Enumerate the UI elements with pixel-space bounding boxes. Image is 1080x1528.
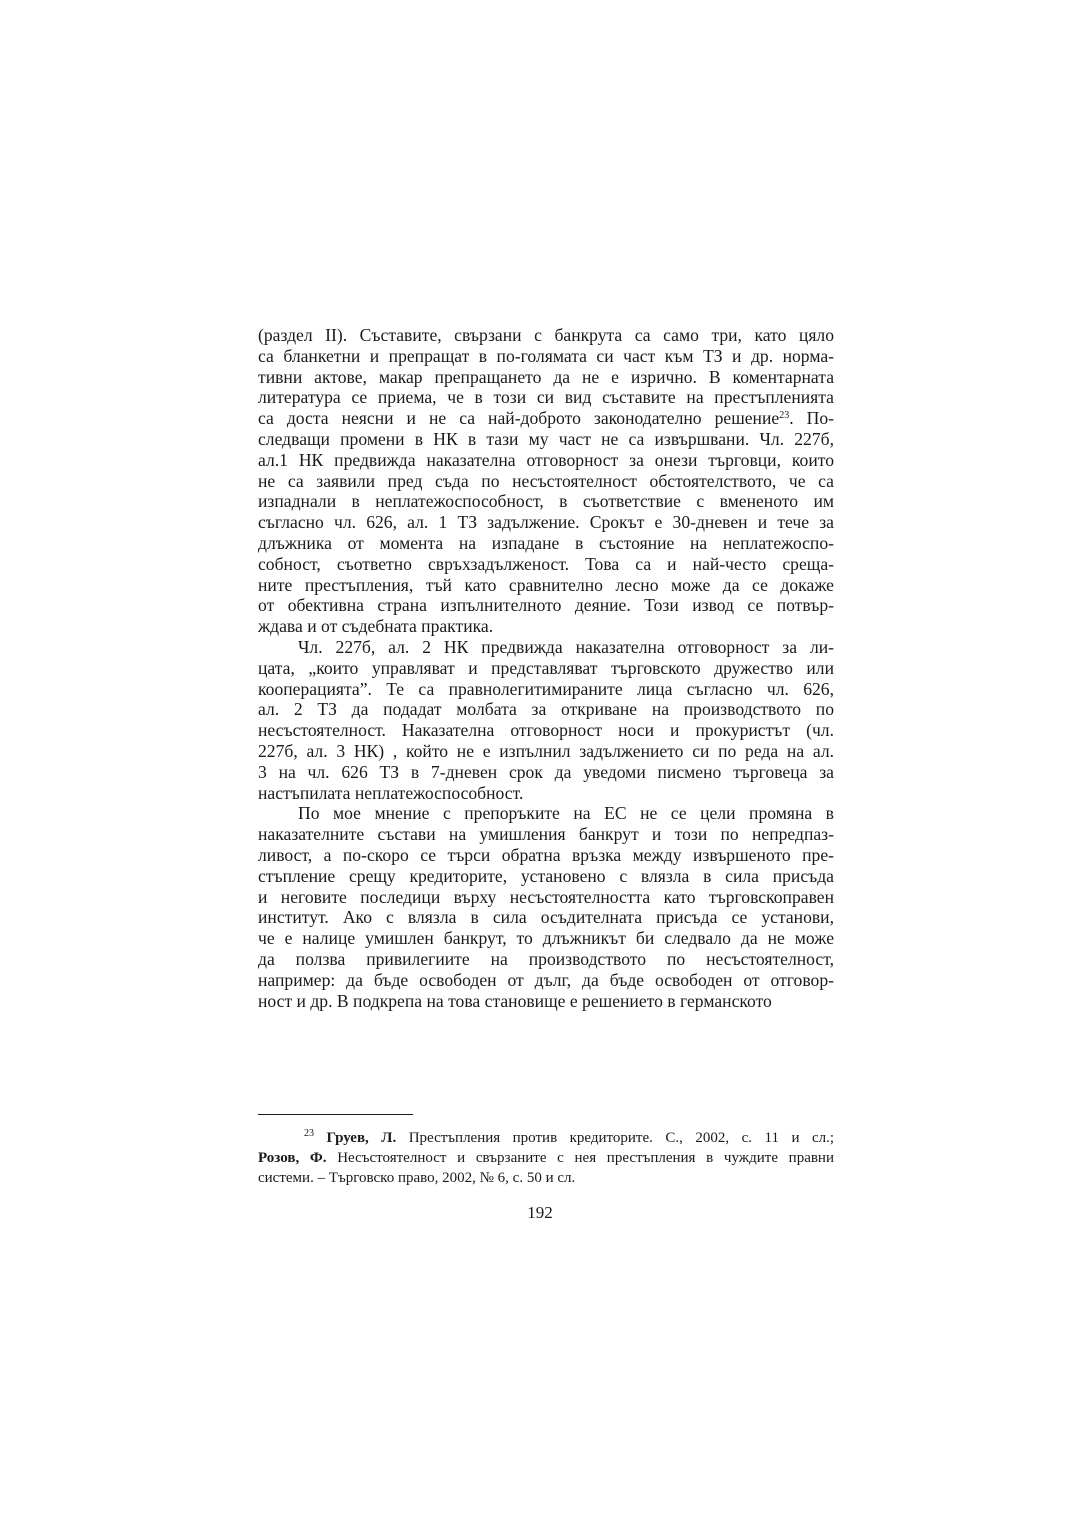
text-line: По мое мнение с препоръките на ЕС не се цели промяна в xyxy=(298,803,834,824)
text-line: длъжника от момента на изпадане в състояние на неплатежоспо- xyxy=(258,532,834,553)
text-line: ждава и от съдебната практика. xyxy=(258,616,494,637)
footnote-text-2: Несъстоятелност и свързаните с нея престъпления в чуждите правни xyxy=(326,1150,834,1166)
footnote-text-1: Престъпления против кредиторите. С., 2002, с. 11 и сл.; xyxy=(396,1130,835,1146)
text-line: например: да бъде освободен от дълг, да бъде освободен от отговор- xyxy=(258,969,834,990)
footnote-text-3: системи. – Търговско право, 2002, № 6, с. 50 и сл. xyxy=(258,1170,576,1186)
text-segment: . По- xyxy=(789,408,834,429)
text-line: 3 на чл. 626 ТЗ в 7-дневен срок да уведоми писмено търговеца за xyxy=(258,761,834,782)
text-line: ал.1 НК предвижда наказателна отговорност за онези търговци, които xyxy=(258,449,834,470)
text-line: и неговите последици върху несъстоятелността като търговскоправен xyxy=(258,886,834,907)
text-line: настъпилата неплатежоспособност. xyxy=(258,782,524,803)
page-number: 192 xyxy=(527,1203,553,1222)
text-line: стъпление срещу кредиторите, установено с влязла в сила присъда xyxy=(258,865,834,886)
text-line: са бланкетни и препращат в по-голямата си част към ТЗ и др. норма- xyxy=(258,345,834,366)
text-segment: са доста неясни и не са най-доброто законодателно решение xyxy=(258,408,780,429)
text-line: Чл. 227б, ал. 2 НК предвижда наказателна отговорност за ли- xyxy=(298,636,834,657)
text-line: следващи промени в НК в тази му част не са извършвани. Чл. 227б, xyxy=(258,428,834,449)
text-line: собност, съответно свръхзадълженост. Това са и най-често срещa- xyxy=(258,553,834,574)
text-line: ните престъпления, тъй като сравнително лесно може да се докаже xyxy=(258,574,834,595)
footnote-line-1 xyxy=(258,1128,834,1148)
footnote-author-1: Груев, Л. xyxy=(326,1130,397,1146)
text-line: да ползва привилегиите на производството по несъстоятелност, xyxy=(258,948,834,969)
text-line: изпаднали в неплатежоспособност, в съответствие с вмененото им xyxy=(258,491,834,512)
footnote-separator xyxy=(258,1114,413,1115)
text-line: литература се приема, че в този си вид съставите на престъпленията xyxy=(258,387,834,408)
text-line: не са заявили пред съда по несъстоятелност обстоятелството, че са xyxy=(258,470,834,491)
text-line: ливост, а по-скоро се търси обратна връзка между извършеното пре- xyxy=(258,844,834,865)
text-line xyxy=(258,408,834,429)
main-text xyxy=(258,325,834,1011)
footnote-line-3 xyxy=(258,1168,834,1188)
text-line: ал. 2 ТЗ да подадат молбата за откриване на производството по xyxy=(258,699,834,720)
text-line: от обективна страна изпълнителното деяние. Този извод се потвър- xyxy=(258,595,834,616)
text-line: институт. Ако с влязла в сила осъдителната присъда се установи, xyxy=(258,907,834,928)
footnote-line-2 xyxy=(258,1148,834,1168)
text-line: че е налице умишлен банкрут, то длъжникът би следвало да не може xyxy=(258,928,834,949)
text-line: съгласно чл. 626, ал. 1 ТЗ задължение. Срокът е 30-дневен и тече за xyxy=(258,512,834,533)
text-line: ност и др. В подкрепа на това становище е решението в германското xyxy=(258,990,772,1011)
footnote-author-2: Розов, Ф. xyxy=(258,1150,327,1166)
text-line: кооперацията”. Те са правнолегитимираните лица съгласно чл. 626, xyxy=(258,678,834,699)
text-line: тивни актове, макар препращането да не е изрично. В коментарната xyxy=(258,366,834,387)
text-line: цата, „които управляват и представляват търговското дружество или xyxy=(258,657,834,678)
text-line: (раздел II). Съставите, свързани с банкрута са само три, като цяло xyxy=(258,325,834,345)
text-line: несъстоятелност. Наказателна отговорност носи и прокуристът (чл. xyxy=(258,720,834,741)
footnote-reference[interactable]: 23 xyxy=(779,410,790,422)
text-line: наказателните състави на умишления банкрут и този по непредпаз- xyxy=(258,824,834,845)
footnote-block xyxy=(258,1128,834,1188)
text-line: 227б, ал. 3 НК) , който не е изпълнил задължението си по реда на ал. xyxy=(258,740,834,761)
footnote-number: 23 xyxy=(304,1128,314,1139)
